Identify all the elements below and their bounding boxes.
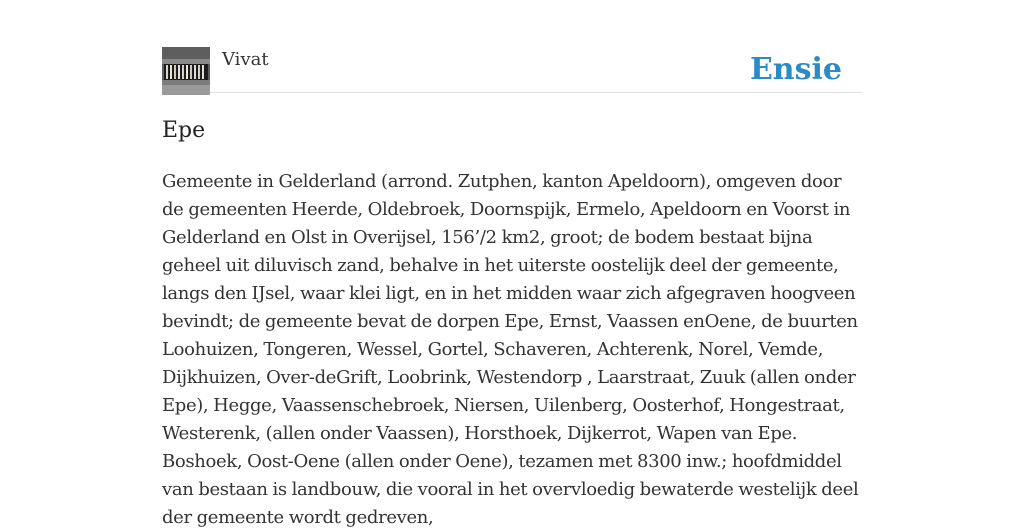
article-body: Gemeente in Gelderland (arrond. Zutphen, kanton Apeldoorn), omgeven door de gemeenten Heerde, Oldebroek, Doornspijk, Ermelo, Apeldoorn en Voorst in Gelderland en Olst in Overijsel, 156’/2 km2, groot; de bodem bestaat bijna geheel uit diluvisch zand, behalve in het uiterste oostelijk deel der gemeente, langs den IJsel, waar klei ligt, en in het midden waar zich afgegraven hoogveen bevindt; de gemeente bevat de dorpen Epe, Ernst, Vaassen enOene, de buurten Loohuizen, Tongeren, Wessel, Gortel, Schaveren, Achterenk, Norel, Vemde, Dijkhuizen, Over-deGrift, Loobrink, Westendorp , Laarstraat, Zuuk (allen onder Epe), Hegge, Vaassenschebroek, Niersen, Uilenberg, Oosterhof, Hongestraat, Westerenk, (allen onder Vaassen), Horsthoek, Dijkerrot, Wapen van Epe. Boshoek, Oost-Oene (allen onder Oene), tezamen met 8300 inw.; hoofdmiddel van bestaan is landbouw, die vooral in het overvloedig bewaterde westelijk deel der gemeente wordt gedreven,: [162, 171, 859, 528]
brand-logo[interactable]: Ensie: [749, 52, 842, 87]
header: [162, 46, 862, 93]
author-name[interactable]: Vivat: [222, 49, 269, 70]
bookshelf-avatar-icon[interactable]: [162, 47, 210, 95]
avatar-image: [162, 47, 210, 95]
page-title: Epe: [162, 118, 206, 143]
